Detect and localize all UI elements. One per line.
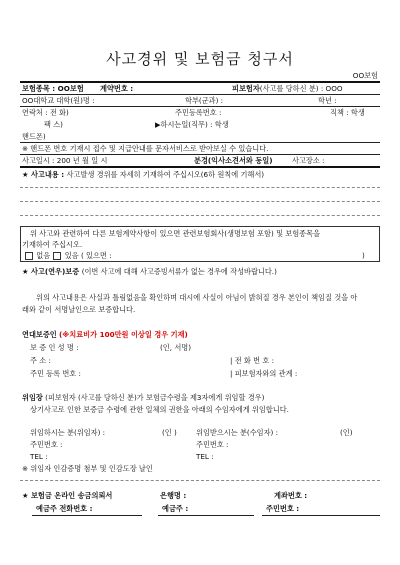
accident-minute-field: 분경(익사소견서와 동일) xyxy=(194,156,273,165)
guarantor-seal-field: (인, 서명) xyxy=(160,343,192,352)
option-none-label: 없음 xyxy=(36,251,51,260)
divider xyxy=(20,154,380,155)
page-title: 사고경위 및 보험금 청구서 xyxy=(106,50,294,68)
delegation-desc1: (피보험자 (사고를 당하신 분)가 보험금수령을 제3자에게 위임할 경우) xyxy=(45,393,265,402)
joint-guarantor-title: 연대보증인 xyxy=(22,330,57,339)
checkbox-exists[interactable] xyxy=(53,252,61,260)
grade-field: 학년 : xyxy=(318,96,337,105)
guarantor-address-field: 주 소 : xyxy=(30,356,51,365)
underline xyxy=(32,515,142,516)
delegator-field: 위임하시는 분(위임자) : xyxy=(30,428,106,437)
delegatee-rrn-field: 주민번호 : xyxy=(196,440,229,449)
other-insurance-text2: 기재하여 주십시오. xyxy=(22,240,83,249)
occupation-field: ▶하시는일(직무) : 학생 xyxy=(155,120,229,129)
account-number-field: 계좌번호 : xyxy=(274,491,308,500)
delegator-rrn-field: 주민번호 : xyxy=(30,440,63,449)
company-tag: OO보험 xyxy=(352,71,378,80)
accident-place-field: 사고장소 : xyxy=(292,156,325,165)
option-exists-label: 있음 ( 있으면 : xyxy=(64,251,112,260)
delegator-seal: (인 ) xyxy=(162,428,177,437)
underline xyxy=(158,515,254,516)
other-insurance-text1: 위 사고와 관련하여 다른 보험계약사항이 있으면 관련보험회사(생명보험 포함) 및 보험종목을 xyxy=(30,229,321,238)
divider xyxy=(20,81,380,83)
divider xyxy=(20,94,380,95)
sms-notice: ※ 핸드폰 번호 기재시 접수 및 지급안내를 문자서비스로 받아보실 수 있습니다. xyxy=(22,144,269,153)
writing-line xyxy=(20,215,380,216)
guarantee-heading-label: ★ 사고(연우)보증 xyxy=(22,267,82,276)
school-field: OO대학교 대학(원)명 : xyxy=(22,96,95,105)
delegatee-seal: (인) xyxy=(340,428,353,437)
guarantee-desc: (이번 사고에 대해 사고증빙서류가 없는 경우에 작성바랍니다.) xyxy=(81,267,277,276)
accident-heading xyxy=(22,170,264,179)
writing-line xyxy=(20,201,380,202)
product-field: 보험종목 : OO보험 xyxy=(22,84,84,93)
other-insurance-options xyxy=(24,251,112,260)
contract-no-field: 계약번호 : xyxy=(100,84,134,93)
writing-line xyxy=(20,187,380,188)
fax-field: 팩 스) xyxy=(44,120,63,129)
bank-heading: ★ 보험금 온라인 송금의뢰서 xyxy=(22,491,113,500)
holder-name-field: 예금주 : xyxy=(162,504,189,513)
guarantee-para2: 래와 같이 서명날인으로 보증합니다. xyxy=(22,305,136,314)
delegation-attach-note: ※ 위임자 인감증명 첨부 및 인감도장 날인 xyxy=(22,464,153,473)
insured-field: 피보험자(사고를 당하신 분) : OOO xyxy=(232,84,343,93)
delegation-title: 위임장 xyxy=(22,393,43,402)
accident-date-field: 사고일시 : 200 년 월 일 시 xyxy=(22,156,108,165)
guarantor-phone-field: | 전 화 번 호 : xyxy=(230,356,275,365)
section-divider xyxy=(20,480,380,481)
guarantor-rrn-field: 주민 등록 번호 : xyxy=(30,369,81,378)
guarantor-name-field: 보 증 인 성 명 : xyxy=(30,343,79,352)
guarantee-heading xyxy=(22,267,277,276)
mobile-field: 핸드폰) xyxy=(22,132,46,141)
accident-heading-label: ★ 사고내용 : xyxy=(22,170,67,179)
delegatee-tel-field: TEL : xyxy=(196,452,214,461)
accident-desc: 사고발생 경위를 자세히 기재하여 주십시오(6하 원칙에 기해서) xyxy=(66,170,265,179)
contact-field: 연락처 : 전 화) xyxy=(22,108,69,117)
divider xyxy=(20,166,380,168)
dept-field: 학부(군과) : xyxy=(185,96,224,105)
underline xyxy=(262,515,380,516)
insured-text: (사고를 당하신 분) : OOO xyxy=(259,84,343,93)
rrn-field: 주민등록번호 : xyxy=(175,108,222,117)
joint-guarantor-heading xyxy=(22,330,188,339)
delegation-heading xyxy=(22,393,264,402)
holder-rrn-field: 주민번호 : xyxy=(266,504,300,513)
guarantee-para1: 위의 사고내용은 사실과 틀림없음을 확인하며 대시에 사실이 아님이 밝혀질 경우 본인이 책임질 것을 아 xyxy=(36,293,358,302)
joint-guarantor-note: (※치료비가 100만원 이상일 경우 기재) xyxy=(59,330,188,339)
divider xyxy=(20,106,380,107)
divider xyxy=(20,142,380,143)
option-close-paren: ) xyxy=(362,251,365,260)
checkbox-none[interactable] xyxy=(25,252,33,260)
bank-name-field: 은행명 : xyxy=(160,491,187,500)
holder-phone-field: 예금주 전화번호 : xyxy=(36,504,93,513)
delegation-desc2: 상기사고로 인한 보증금 수령에 관한 일체의 권한을 아래의 수임자에게 위임합니다. xyxy=(30,405,289,414)
delegator-tel-field: TEL : xyxy=(30,452,48,461)
job-field: 직책 : 학생 xyxy=(330,108,365,117)
delegatee-field: 위임받으시는 분(수임자) : xyxy=(196,428,279,437)
guarantor-relation-field: | 피보험자와의 관계 : xyxy=(230,369,298,378)
